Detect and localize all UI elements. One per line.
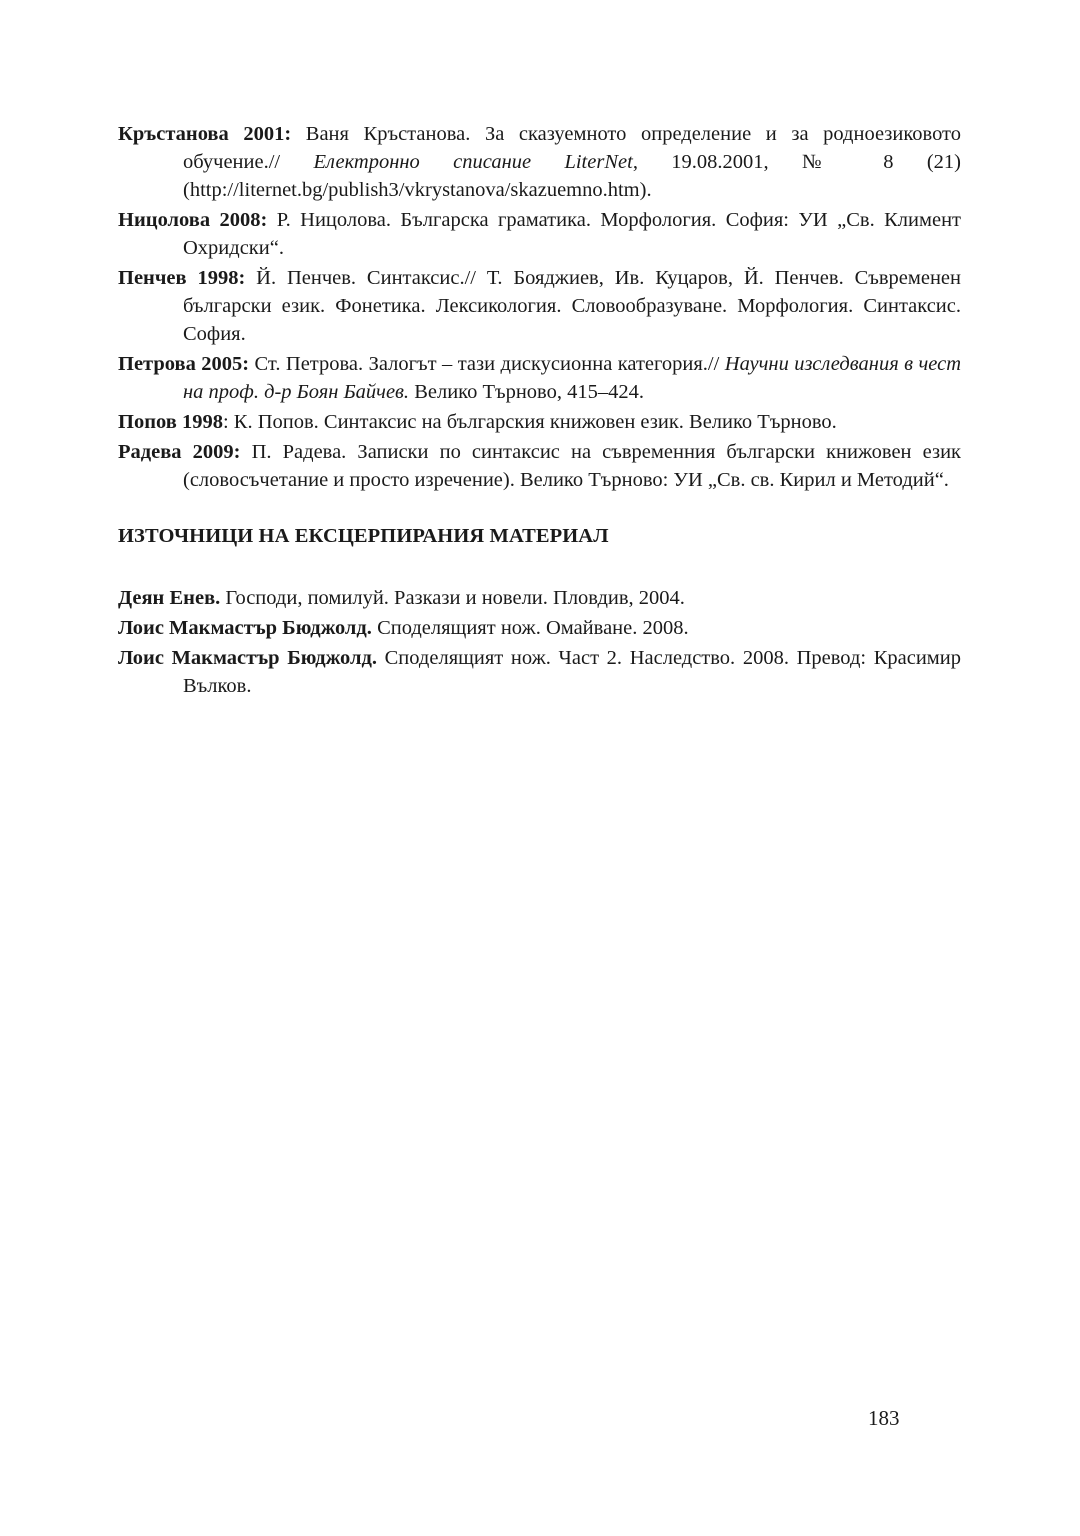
reference-author: Радева 2009: [118, 441, 241, 463]
page-body [118, 120, 961, 702]
reference-text: : К. Попов. Синтаксис на българския книжовен език. Велико Търново. [222, 411, 837, 433]
source-text: Споделящият нож. Омайване. 2008. [371, 617, 689, 639]
reference-entry [118, 408, 961, 436]
reference-author: Петрова 2005: [118, 353, 250, 375]
source-author: Деян Енев. [118, 587, 221, 609]
reference-text: Ваня Кръстанова. За сказуемното определение и за родноезиковото обучение.// [183, 123, 961, 173]
reference-entry [118, 438, 961, 494]
reference-entry [118, 206, 961, 262]
reference-entry [118, 120, 961, 204]
reference-author: Кръстанова 2001: [118, 123, 292, 145]
sources-heading: ИЗТОЧНИЦИ НА ЕКСЦЕРПИРАНИЯ МАТЕРИАЛ [118, 525, 609, 547]
source-text: Споделящият нож. Част 2. Наследство. 2008. Превод: Красимир Вълков. [183, 647, 961, 697]
reference-author: Ницолова 2008: [118, 209, 268, 231]
page-number: 183 [868, 1406, 900, 1430]
source-entry [118, 584, 961, 612]
reference-author: Пенчев 1998: [118, 267, 246, 289]
reference-text: П. Радева. Записки по синтаксис на съвременния български книжовен език (словосъчетание и просто изречение). Велико Търново: УИ „Св. св. Кирил и Методий“. [183, 441, 961, 491]
source-text: Господи, помилуй. Разкази и новели. Пловдив, 2004. [220, 587, 685, 609]
reference-text: Р. Ницолова. Българска граматика. Морфология. София: УИ „Св. Климент Охридски“. [183, 209, 962, 259]
reference-italic: Научни изследвания в чест на проф. д-р Боян Байчев. [183, 353, 962, 403]
reference-text: Й. Пенчев. Синтаксис.// Т. Бояджиев, Ив. Куцаров, Й. Пенчев. Съвременен български език. Фонетика. Лексикология. Словообразуване. Морфология. Синтаксис. София. [183, 267, 961, 345]
reference-text: Ст. Петрова. Залогът – тази дискусионна категория.// [249, 353, 725, 375]
source-entry [118, 644, 961, 700]
source-author: Лоис Макмастър Бюджолд. [118, 617, 372, 639]
reference-entry [118, 350, 961, 406]
source-author: Лоис Макмастър Бюджолд. [118, 647, 377, 669]
reference-text-after: Велико Търново, 415–424. [409, 381, 644, 403]
reference-text-after: , 19.08.2001, № 8 (21) (http://liternet.bg/publish3/vkrystanova/skazuemno.htm). [183, 151, 962, 201]
reference-entry [118, 264, 961, 348]
reference-italic: Електронно списание LiterNet [313, 151, 633, 173]
reference-author: Попов 1998 [118, 411, 223, 433]
source-entry [118, 614, 961, 642]
